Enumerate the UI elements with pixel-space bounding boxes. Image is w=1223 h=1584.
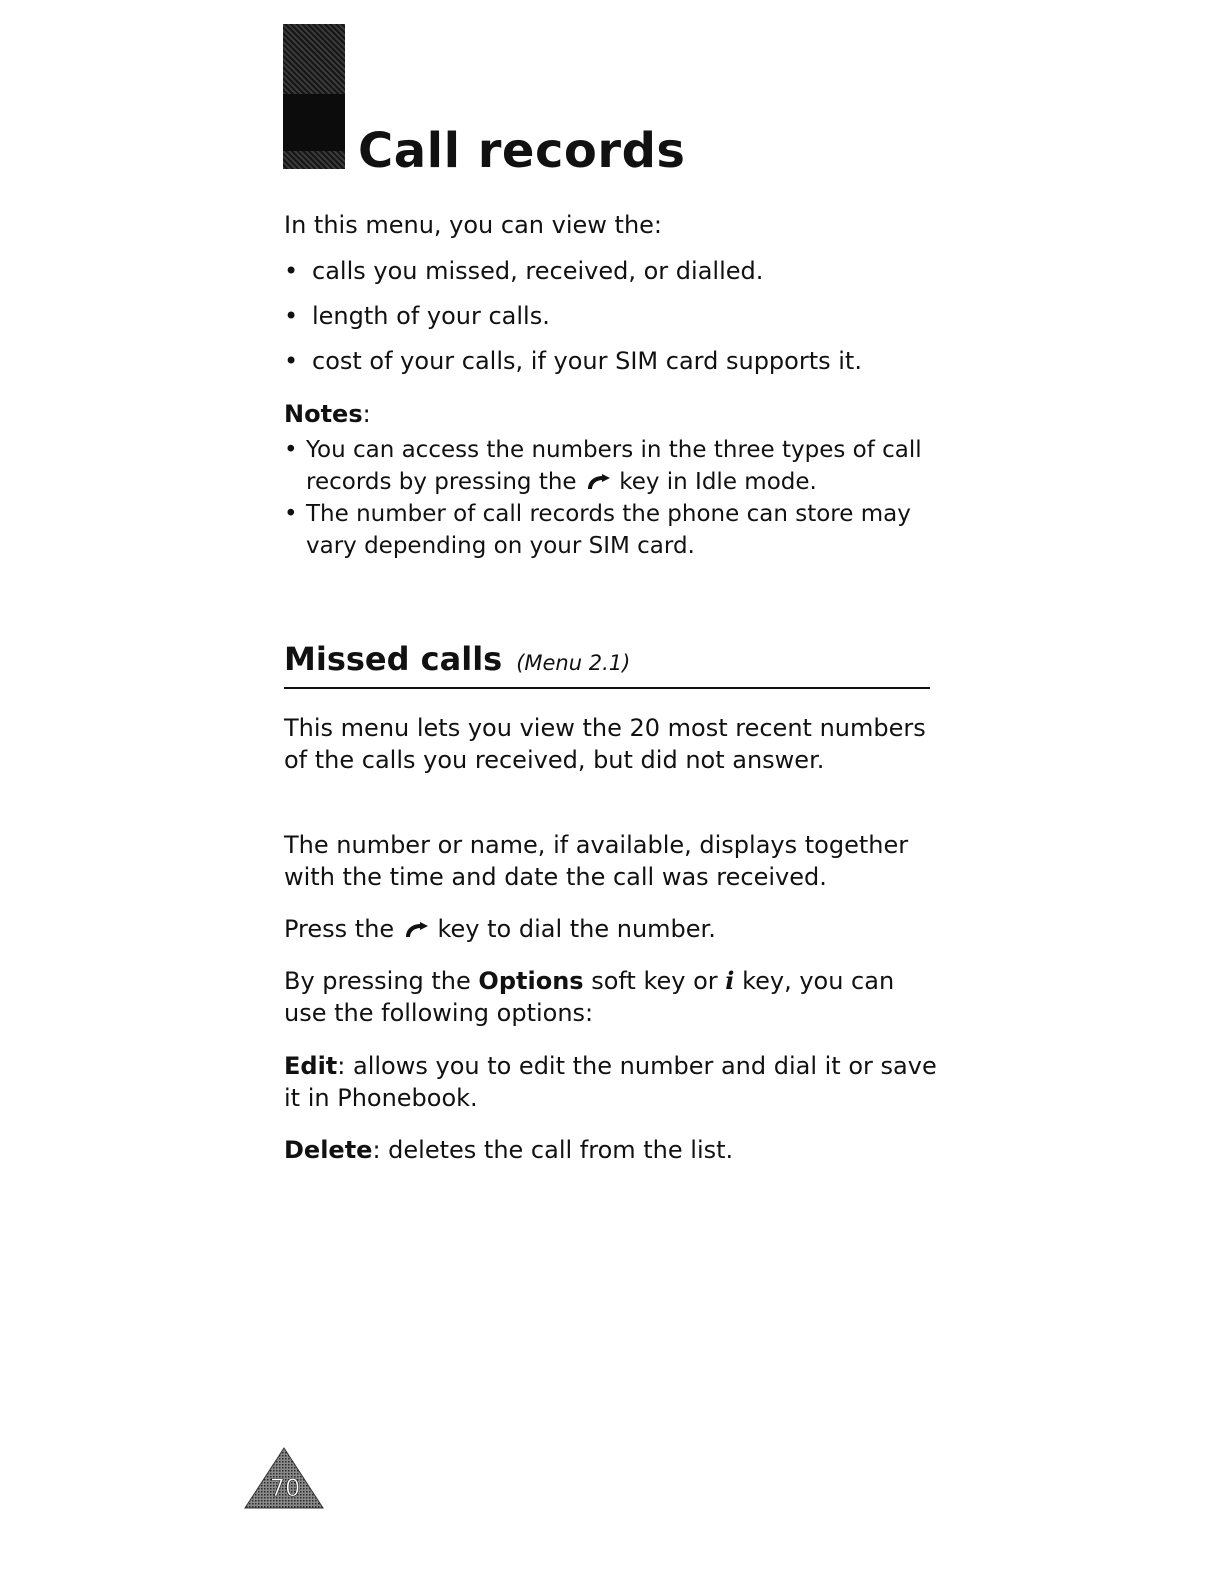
page-number: 70 [269,1474,301,1502]
note-text: The number of call records the phone can store may vary depending on your SIM card. [306,501,911,559]
chapter-marker-texture-top [283,24,345,94]
call-key-icon [402,921,430,939]
options-softkey-label: Options [478,967,584,995]
options-text-middle: soft key or [591,967,718,995]
chapter-marker-texture-bottom [283,151,345,169]
dial-text-before: Press the [284,915,395,943]
notes-list [284,434,944,562]
note-item [284,498,944,562]
note-text-after: key in Idle mode. [619,469,817,495]
edit-option-text: : allows you to edit the number and dial it or save it in Phonebook. [284,1052,937,1112]
info-key-icon: i [725,966,735,995]
notes-heading-colon: : [362,400,371,428]
list-item [284,299,862,344]
note-text-before: You can access the numbers in the three types of call records by pressing the [306,437,922,495]
section-heading [284,637,930,689]
display-info-paragraph: The number or name, if available, displays together with the time and date the call was received. [284,831,909,891]
section-title: Missed calls [284,640,503,678]
missed-calls-description: This menu lets you view the 20 most recent numbers of the calls you received, but did not answer. [284,714,926,774]
edit-option-paragraph [284,1050,944,1114]
notes-heading [284,398,371,430]
delete-option-label: Delete [284,1136,373,1164]
bullet-text: length of your calls. [312,302,550,330]
bullet-text: cost of your calls, if your SIM card supports it. [312,347,862,375]
edit-option-label: Edit [284,1052,338,1080]
dial-instruction-paragraph [284,913,944,945]
bullet-icon: • [284,501,298,527]
notes-heading-label: Notes [284,400,363,428]
intro-bullet-list [284,254,862,389]
list-item [284,344,862,389]
page-number-badge [243,1446,325,1510]
dial-text-after: key to dial the number. [437,915,716,943]
options-paragraph [284,965,944,1029]
section-menu-reference: (Menu 2.1) [516,651,631,675]
note-item [284,434,944,498]
chapter-marker-block [283,24,345,169]
bullet-icon: • [284,257,299,285]
list-item [284,254,862,299]
options-text-after: key, you can use the following options: [284,967,895,1027]
bullet-icon: • [284,302,299,330]
chapter-title: Call records [358,123,686,179]
delete-option-paragraph [284,1134,944,1166]
options-text-before: By pressing the [284,967,471,995]
bullet-text: calls you missed, received, or dialled. [312,257,764,285]
bullet-icon: • [284,437,298,463]
delete-option-text: : deletes the call from the list. [372,1136,734,1164]
bullet-icon: • [284,347,299,375]
intro-text: In this menu, you can view the: [284,211,662,239]
call-key-icon [584,473,612,491]
